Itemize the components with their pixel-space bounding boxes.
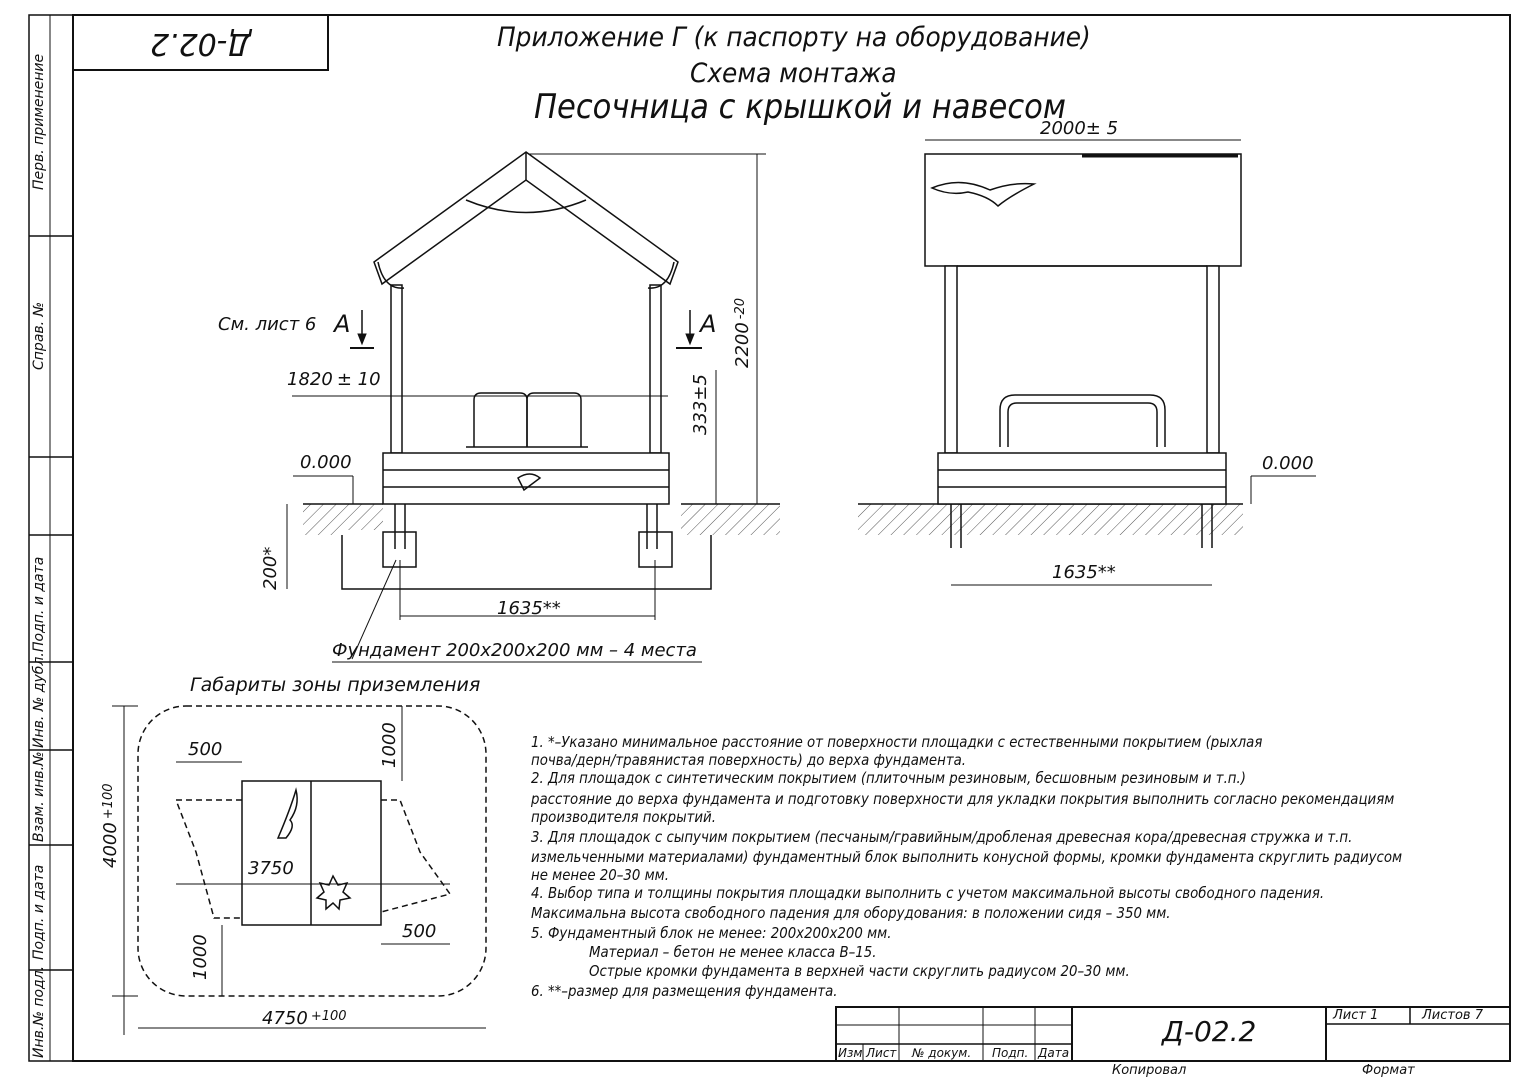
- zone-dim-4000-tol: +100: [101, 783, 116, 820]
- note-line: почва/дерн/травянистая поверхность) до верха фундамента.: [531, 751, 967, 769]
- zone-dim-500-right: 500: [402, 921, 437, 942]
- front-foundation-distance: 1635**: [497, 598, 561, 619]
- title-block-sheets: Листов 7: [1422, 1008, 1483, 1023]
- zone-dim-1000-right: 1000: [379, 722, 400, 768]
- title-block-code: Д-02.2: [1162, 1015, 1257, 1048]
- side-label-sign-date-1: Подп. и дата: [31, 556, 47, 652]
- side-foundation-distance: 1635**: [1052, 562, 1116, 583]
- total-height-dim: [734, 298, 752, 368]
- note-line: расстояние до верха фундамента и подготовку поверхности для укладки покрытия выполнить согласно рекомендациям: [531, 790, 1395, 808]
- front-width-value: 1820: [287, 369, 333, 390]
- seat-height-dim: 333±5: [690, 374, 711, 435]
- side-width-dim: 2000± 5: [1040, 118, 1119, 139]
- note-line: 5. Фундаментный блок не менее: 200х200х200 мм.: [531, 924, 892, 942]
- page-title: Песочница с крышкой и навесом: [534, 87, 1066, 127]
- subtitle-heading: Схема монтажа: [690, 58, 897, 89]
- see-sheet-label: См. лист 6: [218, 314, 317, 335]
- note-line: 4. Выбор типа и толщины покрытия площадки выполнить с учетом максимальной высоты свободного падения.: [531, 884, 1325, 902]
- side-label-dup-inv: Инв. № дубл.: [31, 652, 47, 748]
- zone-dim-4000: [102, 783, 120, 868]
- title-block-sheet: Лист 1: [1333, 1008, 1379, 1023]
- side-label-sign-date-2: Подп. и дата: [31, 864, 47, 960]
- zone-dim-4000-value: 4000: [100, 822, 121, 868]
- zone-dim-4750-tol: +100: [310, 1009, 347, 1024]
- note-line: измельченными материалами) фундаментный блок выполнить конусной формы, кромки фундамента скруглить радиусом: [531, 848, 1403, 866]
- appendix-heading: Приложение Г (к паспорту на оборудование): [497, 22, 1091, 53]
- zone-dim-500-top: 500: [188, 739, 223, 760]
- side-level-mark: 0.000: [1262, 453, 1314, 474]
- note-line: 3. Для площадок с сыпучим покрытием (песчаным/гравийным/дробленая древесная кора/древесная стружка и т.п.: [531, 828, 1353, 846]
- note-line: 1. *–Указано минимальное расстояние от поверхности площадки с естественными покрытием (рыхлая: [531, 733, 1263, 751]
- foundation-depth-dim: 200*: [260, 546, 281, 590]
- note-line: Максимальна высота свободного падения для оборудования: в положении сидя – 350 мм.: [531, 904, 1171, 922]
- format-label: Формат: [1362, 1063, 1415, 1078]
- col-list: Лист: [866, 1046, 897, 1060]
- note-line: Материал – бетон не менее класса В–15.: [589, 943, 877, 961]
- side-label-replace-inv: Взам. инв.№: [31, 751, 47, 842]
- note-line: производителя покрытий.: [531, 808, 716, 826]
- col-izm: Изм: [838, 1046, 863, 1060]
- col-doc: № докум.: [912, 1046, 972, 1060]
- col-date: Дата: [1038, 1046, 1070, 1060]
- note-line: 2. Для площадок с синтетическим покрытием (плиточным резиновым, бесшовным резиновым и т.п.): [531, 769, 1246, 787]
- note-line: не менее 20–30 мм.: [531, 866, 669, 884]
- note-line: Острые кромки фундамента в верхней части скруглить радиусом 20–30 мм.: [589, 962, 1130, 980]
- front-width-tol: ± 10: [336, 369, 381, 390]
- copied-label: Копировал: [1112, 1063, 1187, 1078]
- side-label-ref-no: Справ. №: [31, 301, 47, 370]
- foundation-label: Фундамент 200х200х200 мм – 4 места: [332, 640, 697, 661]
- zone-title: Габариты зоны приземления: [190, 674, 481, 696]
- front-level-mark: 0.000: [300, 452, 352, 473]
- side-label-orig-inv: Инв.№ подл.: [31, 965, 47, 1058]
- side-label-first-use: Перв. применение: [31, 53, 47, 190]
- note-line: 6. **–размер для размещения фундамента.: [531, 982, 838, 1000]
- section-mark-left: А: [334, 310, 351, 338]
- col-sign: Подп.: [992, 1046, 1029, 1060]
- side-view-drawing: [858, 154, 1243, 548]
- zone-dim-1000-left: 1000: [190, 934, 211, 980]
- total-height-value: 2200: [732, 322, 753, 368]
- section-mark-right: А: [700, 310, 717, 338]
- drawing-code-box: Д-02.2: [150, 26, 252, 61]
- zone-dim-3750: 3750: [248, 858, 294, 879]
- zone-dim-4750: [262, 1010, 347, 1028]
- front-width-dim: [287, 371, 381, 389]
- zone-dim-4750-value: 4750: [262, 1008, 308, 1029]
- total-height-tol: -20: [733, 297, 748, 320]
